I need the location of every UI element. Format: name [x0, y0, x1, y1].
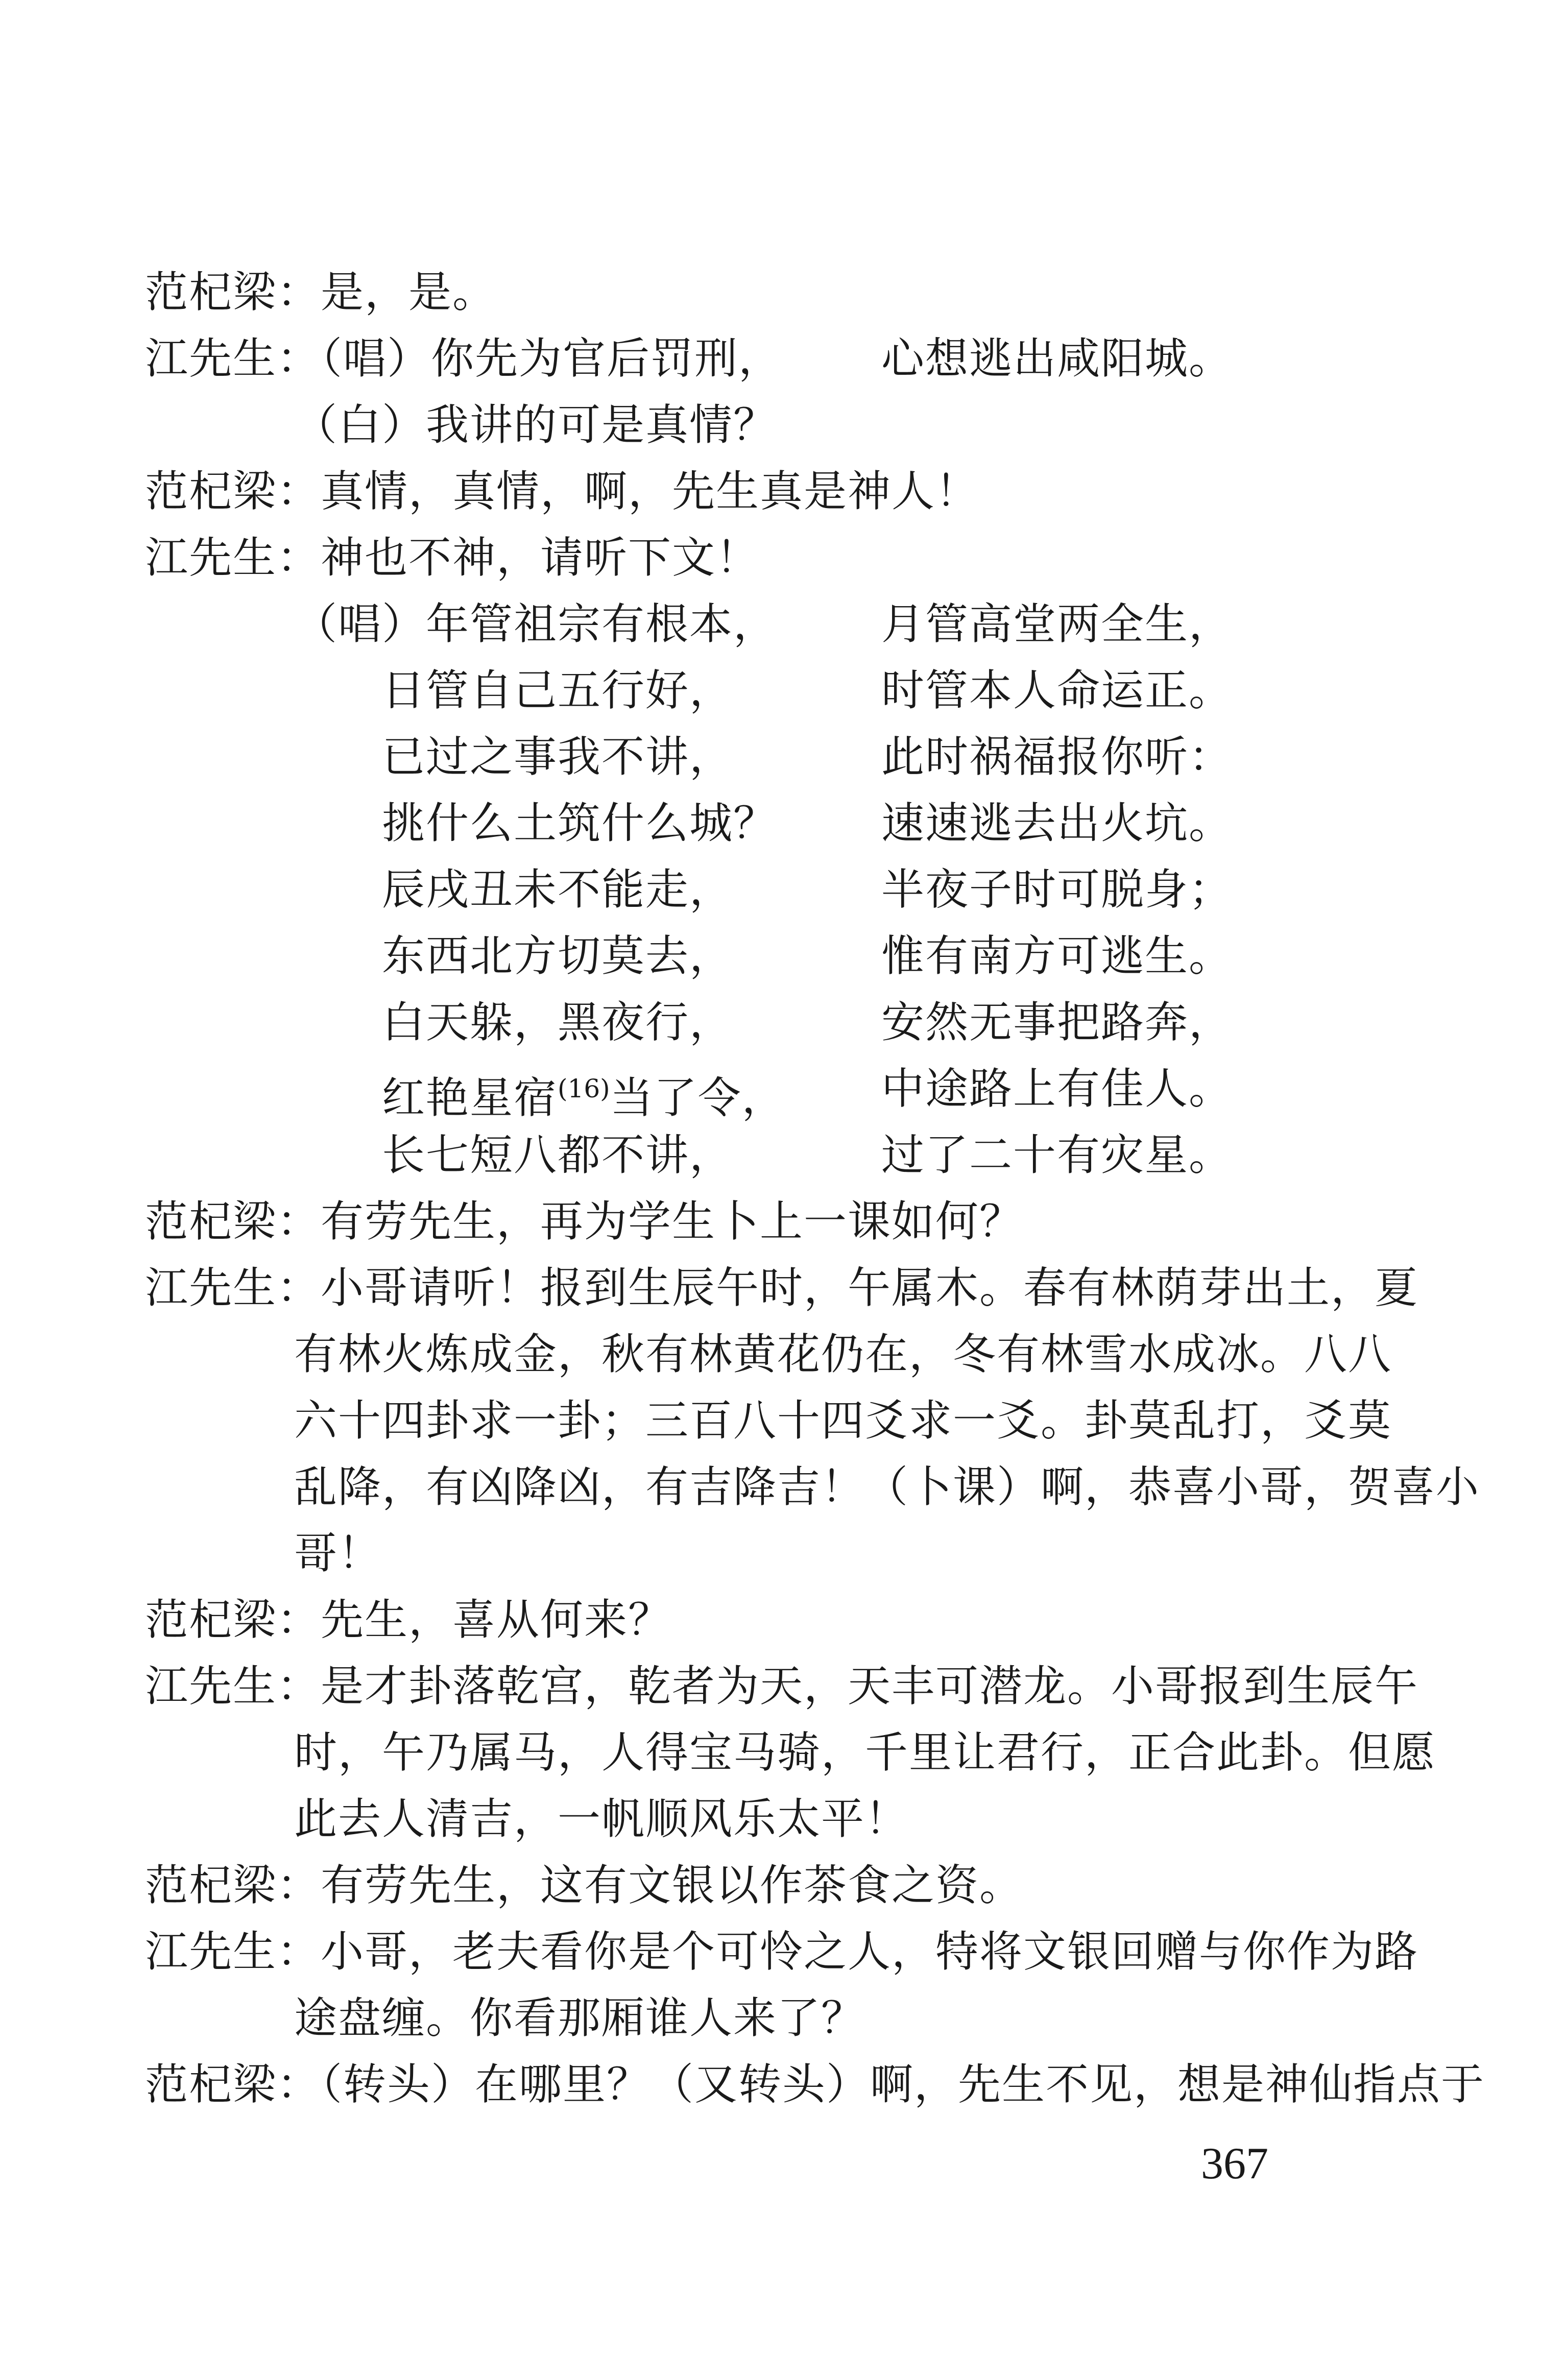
text-line: 安然无事把路奔， [881, 997, 1233, 1047]
text-line: 月管高堂两全生， [881, 599, 1233, 649]
text-line: 东西北方切莫去， [382, 931, 734, 981]
text-line: 此去人清吉，一帆顺风乐太平！ [294, 1794, 909, 1844]
text-line: 江先生：（唱）你先为官后罚刑， [145, 333, 783, 383]
text-line: 江先生：小哥请听！报到生辰午时，午属木。春有林荫芽出土，夏 [145, 1263, 1419, 1313]
text-line: 范杞梁：先生，喜从何来？ [145, 1595, 672, 1645]
text-line: 范杞梁：（转头）在哪里？（又转头）啊，先生不见，想是神仙指点于 [145, 2059, 1485, 2109]
text-line: 范杞梁：有劳先生，这有文银以作茶食之资。 [145, 1860, 1024, 1910]
text-line: 途盘缠。你看那厢谁人来了？ [294, 1993, 865, 2043]
text-line: （白）我讲的可是真情？ [294, 400, 778, 450]
text-line: 范杞梁：真情，真情，啊，先生真是神人！ [145, 466, 980, 516]
text-line: 范杞梁：有劳先生，再为学生卜上一课如何？ [145, 1196, 1024, 1246]
text-line: 长七短八都不讲， [382, 1130, 734, 1180]
text-line: 时管本人命运正。 [881, 665, 1233, 715]
text-line: 已过之事我不讲， [382, 732, 734, 782]
page-number: 367 [1201, 2139, 1268, 2189]
text-line: 心想逃出咸阳城。 [881, 333, 1233, 383]
text-line: 江先生：小哥，老夫看你是个可怜之人，特将文银回赠与你作为路 [145, 1927, 1419, 1977]
text-line: 惟有南方可逃生。 [881, 931, 1233, 981]
text-line: 日管自己五行好， [382, 665, 734, 715]
text-line: 时，午乃属马，人得宝马骑，千里让君行，正合此卦。但愿 [294, 1727, 1436, 1777]
text-line: 有林火炼成金，秋有林黄花仍在，冬有林雪水成冰。八八 [294, 1329, 1392, 1379]
text-segment: 当了令， [610, 1073, 786, 1123]
text-line: 乱降，有凶降凶，有吉降吉！（卜课）啊，恭喜小哥，贺喜小 [294, 1462, 1480, 1512]
text-line: 江先生：是才卦落乾宫，乾者为天，天丰可潜龙。小哥报到生辰午 [145, 1661, 1419, 1711]
text-segment: 红艳星宿 [382, 1073, 558, 1123]
text-line: 此时祸福报你听： [881, 732, 1233, 782]
text-line: 江先生：神也不神，请听下文！ [145, 533, 760, 583]
footnote-marker: (16) [558, 1074, 610, 1103]
text-line: 半夜子时可脱身； [881, 864, 1233, 915]
text-line: 速速逃去出火坑。 [881, 798, 1233, 848]
text-line: 挑什么土筑什么城？ [382, 798, 778, 848]
text-line: 范杞梁：是，是。 [145, 267, 497, 317]
text-line: 白天躲，黑夜行， [382, 997, 734, 1047]
text-line: （唱）年管祖宗有根本， [294, 599, 778, 649]
text-line: 六十四卦求一卦；三百八十四爻求一爻。卦莫乱打，爻莫 [294, 1396, 1392, 1446]
text-line: 中途路上有佳人。 [881, 1064, 1233, 1114]
text-line: 过了二十有灾星。 [881, 1130, 1233, 1180]
text-line: 辰戌丑未不能走， [382, 864, 734, 915]
text-line: 哥！ [294, 1528, 382, 1578]
text-line [382, 1063, 786, 1123]
